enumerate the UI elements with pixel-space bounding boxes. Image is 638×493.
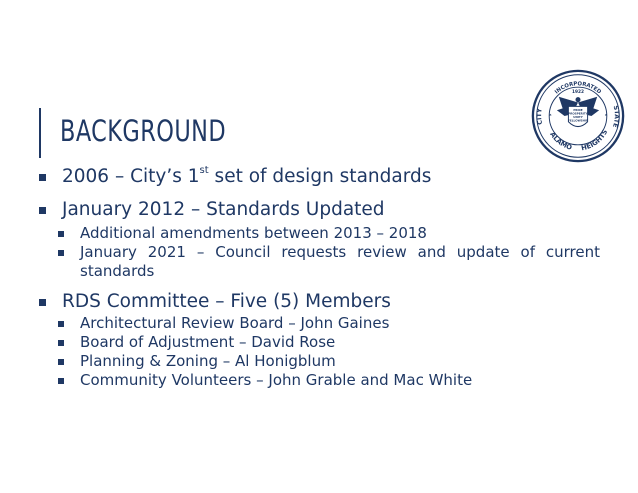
bullet-rds-committee (36, 290, 626, 314)
seal-bottom-left-text: ALAMO (548, 130, 573, 152)
sub-bullet-text: Community Volunteers – John Grable and Mac White (80, 371, 473, 389)
city-seal-logo (530, 68, 626, 164)
bullet-square-icon (58, 231, 64, 237)
seal-bottom-right-text: HEIGHTS (580, 128, 610, 153)
sub-bullet-board-of-adjustment (36, 333, 626, 352)
sub-bullet-text: Planning & Zoning – Al Honigblum (80, 352, 336, 370)
bullet-list (36, 165, 626, 390)
shield-line-3: UNITY (573, 115, 583, 120)
sub-bullet-architectural-review (36, 314, 626, 333)
bullet-standards-updated (36, 198, 626, 222)
bullet-text-continued: set of design standards (208, 166, 432, 187)
bullet-square-icon (58, 321, 64, 327)
sub-bullet-council-review (36, 243, 626, 281)
eagle-head (576, 97, 581, 102)
bullet-square-icon (39, 174, 46, 181)
bullet-square-icon (58, 378, 64, 384)
ordinal-suffix: st (199, 165, 209, 176)
seal-top-text: INCORPORATED (553, 81, 603, 96)
sub-bullet-community-volunteers (36, 371, 626, 390)
shield-line-4: FELLOWSHIP (568, 118, 588, 123)
bullet-text: RDS Committee – Five (5) Members (62, 291, 391, 312)
bullet-square-icon (58, 359, 64, 365)
bullet-2006-standards (36, 165, 626, 189)
sub-bullet-text: Architectural Review Board – John Gaines (80, 314, 390, 332)
shield-line-2: PROSPERITY (568, 111, 588, 116)
svg-text:CITY (536, 108, 544, 126)
sub-bullet-text: Board of Adjustment – David Rose (80, 333, 336, 351)
sub-bullet-planning-zoning (36, 352, 626, 371)
bullet-square-icon (39, 207, 46, 214)
slide-title: BACKGROUND (60, 114, 227, 148)
bullet-text: January 2012 – Standards Updated (62, 199, 385, 220)
bullet-square-icon (58, 250, 64, 256)
sub-bullet-text: January 2021 – Council requests review and update of current standards (80, 243, 600, 280)
bullet-square-icon (39, 299, 46, 306)
seal-left-text: CITY (536, 107, 545, 126)
bullet-square-icon (58, 340, 64, 346)
seal-year: 1922 (572, 89, 584, 95)
bullet-text: 2006 – City’s 1 (62, 166, 200, 187)
seal-right-text: STATE (611, 104, 620, 129)
sub-bullet-text: Additional amendments between 2013 – 2018 (80, 224, 427, 242)
sub-bullet-amendments (36, 224, 626, 243)
shield-line-1: PRIDE (573, 108, 583, 113)
title-accent-bar (39, 108, 41, 158)
